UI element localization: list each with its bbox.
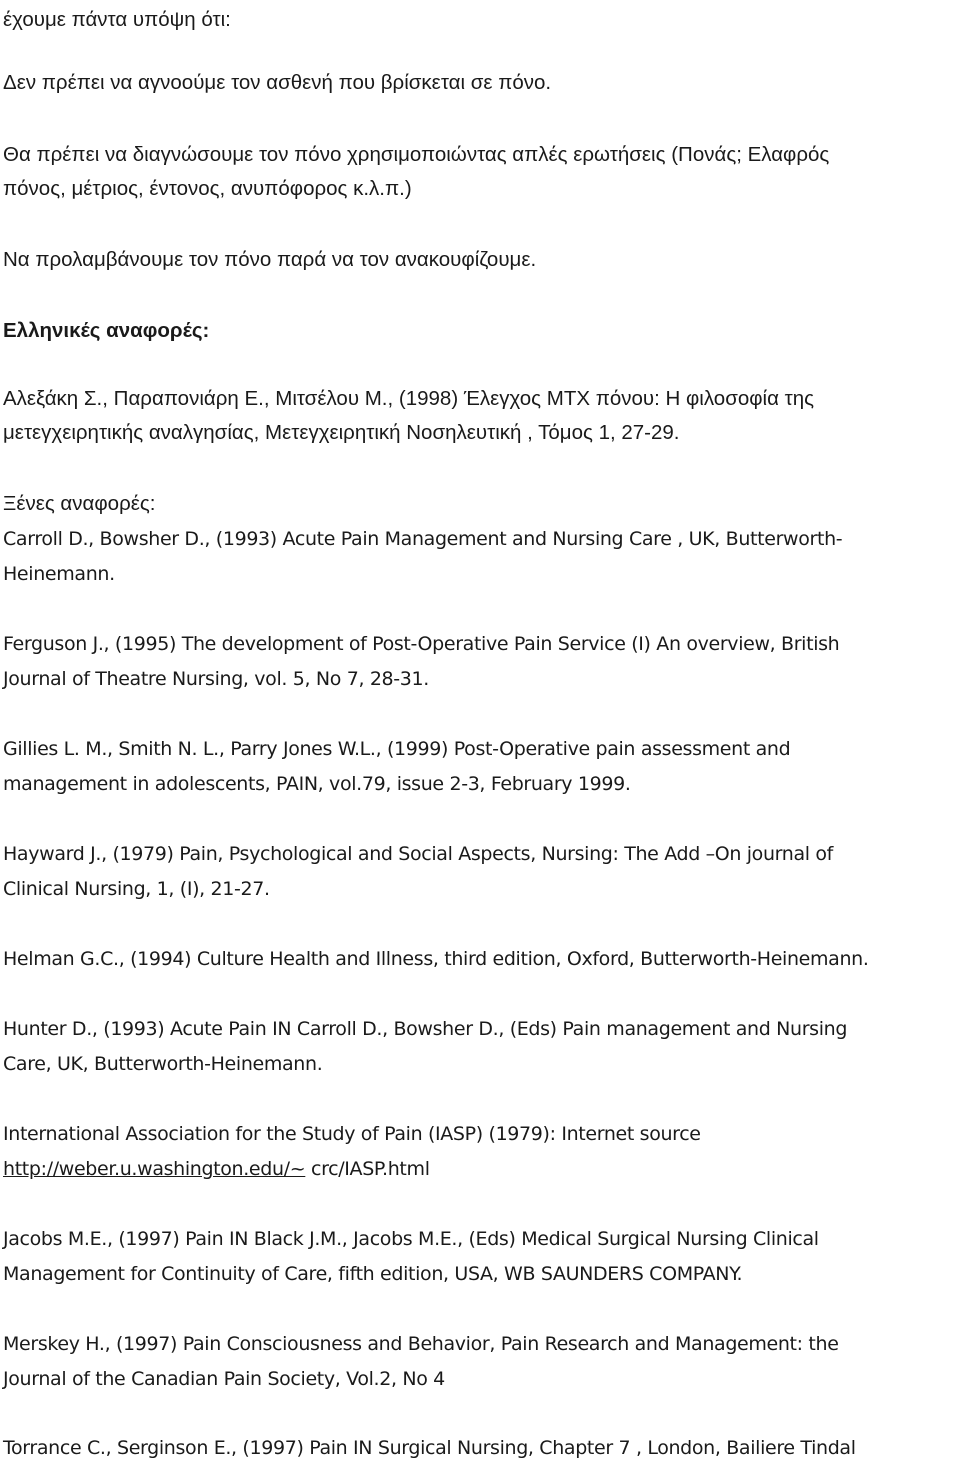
reference-line: Care, UK, Butterworth-Heinemann. xyxy=(3,1053,323,1075)
intro-line: Δεν πρέπει να αγνοούμε τον ασθενή που βρίσκεται σε πόνο. xyxy=(3,71,552,94)
reference-line: Clinical Nursing, 1, (I), 21-27. xyxy=(3,878,270,900)
reference-line: Jacobs M.E., (1997) Pain IN Black J.M., Jacobs M.E., (Eds) Medical Surgical Nursing Clinical xyxy=(3,1228,819,1250)
greek-references-heading: Ελληνικές αναφορές: xyxy=(3,319,210,342)
intro-line: Θα πρέπει να διαγνώσουμε τον πόνο χρησιμοποιώντας απλές ερωτήσεις (Πονάς; Ελαφρός xyxy=(3,143,830,166)
reference-line: Management for Continuity of Care, fifth edition, USA, WB SAUNDERS COMPANY. xyxy=(3,1263,743,1285)
reference-line: Ferguson J., (1995) The development of Post-Operative Pain Service (I) An overview, British xyxy=(3,633,840,655)
reference-line: Helman G.C., (1994) Culture Health and Illness, third edition, Oxford, Butterworth-Heinemann. xyxy=(3,948,869,970)
iasp-link-suffix: crc/IASP.html xyxy=(305,1158,430,1180)
intro-line: έχουμε πάντα υπόψη ότι: xyxy=(3,8,231,31)
reference-line: Journal of Theatre Nursing, vol. 5, No 7, 28-31. xyxy=(3,668,429,690)
reference-line: Heinemann. xyxy=(3,563,115,585)
reference-line: Hunter D., (1993) Acute Pain IN Carroll D., Bowsher D., (Eds) Pain management and Nursing xyxy=(3,1018,848,1040)
reference-line: Journal of the Canadian Pain Society, Vol.2, No 4 xyxy=(3,1368,445,1390)
foreign-references-heading: Ξένες αναφορές: xyxy=(3,492,156,515)
reference-line: μετεγχειρητικής αναλγησίας, Μετεγχειρητική Νοσηλευτική , Τόμος 1, 27-29. xyxy=(3,421,680,444)
reference-line: Αλεξάκη Σ., Παραπονιάρη Ε., Μιτσέλου Μ., (1998) Έλεγχος ΜΤΧ πόνου: Η φιλοσοφία της xyxy=(3,387,815,410)
intro-line: Να προλαμβάνουμε τον πόνο παρά να τον ανακουφίζουμε. xyxy=(3,248,537,271)
reference-line: Hayward J., (1979) Pain, Psychological and Social Aspects, Nursing: The Add –On journal of xyxy=(3,843,833,865)
reference-line: Torrance C., Serginson E., (1997) Pain IN Surgical Nursing, Chapter 7 , London, Bailiere Tindal xyxy=(3,1437,856,1459)
reference-line xyxy=(3,1152,430,1186)
reference-line: management in adolescents, PAIN, vol.79, issue 2-3, February 1999. xyxy=(3,773,631,795)
reference-line: Carroll D., Bowsher D., (1993) Acute Pain Management and Nursing Care , UK, Butterworth- xyxy=(3,528,843,550)
reference-line: International Association for the Study of Pain (IASP) (1979): Internet source xyxy=(3,1123,701,1145)
reference-line: Merskey H., (1997) Pain Consciousness and Behavior, Pain Research and Management: the xyxy=(3,1333,839,1355)
iasp-link[interactable]: http://weber.u.washington.edu/~ xyxy=(3,1158,306,1180)
intro-line: πόνος, μέτριος, έντονος, ανυπόφορος κ.λ.π.) xyxy=(3,177,412,200)
reference-line: Gillies L. M., Smith N. L., Parry Jones W.L., (1999) Post-Operative pain assessment and xyxy=(3,738,791,760)
